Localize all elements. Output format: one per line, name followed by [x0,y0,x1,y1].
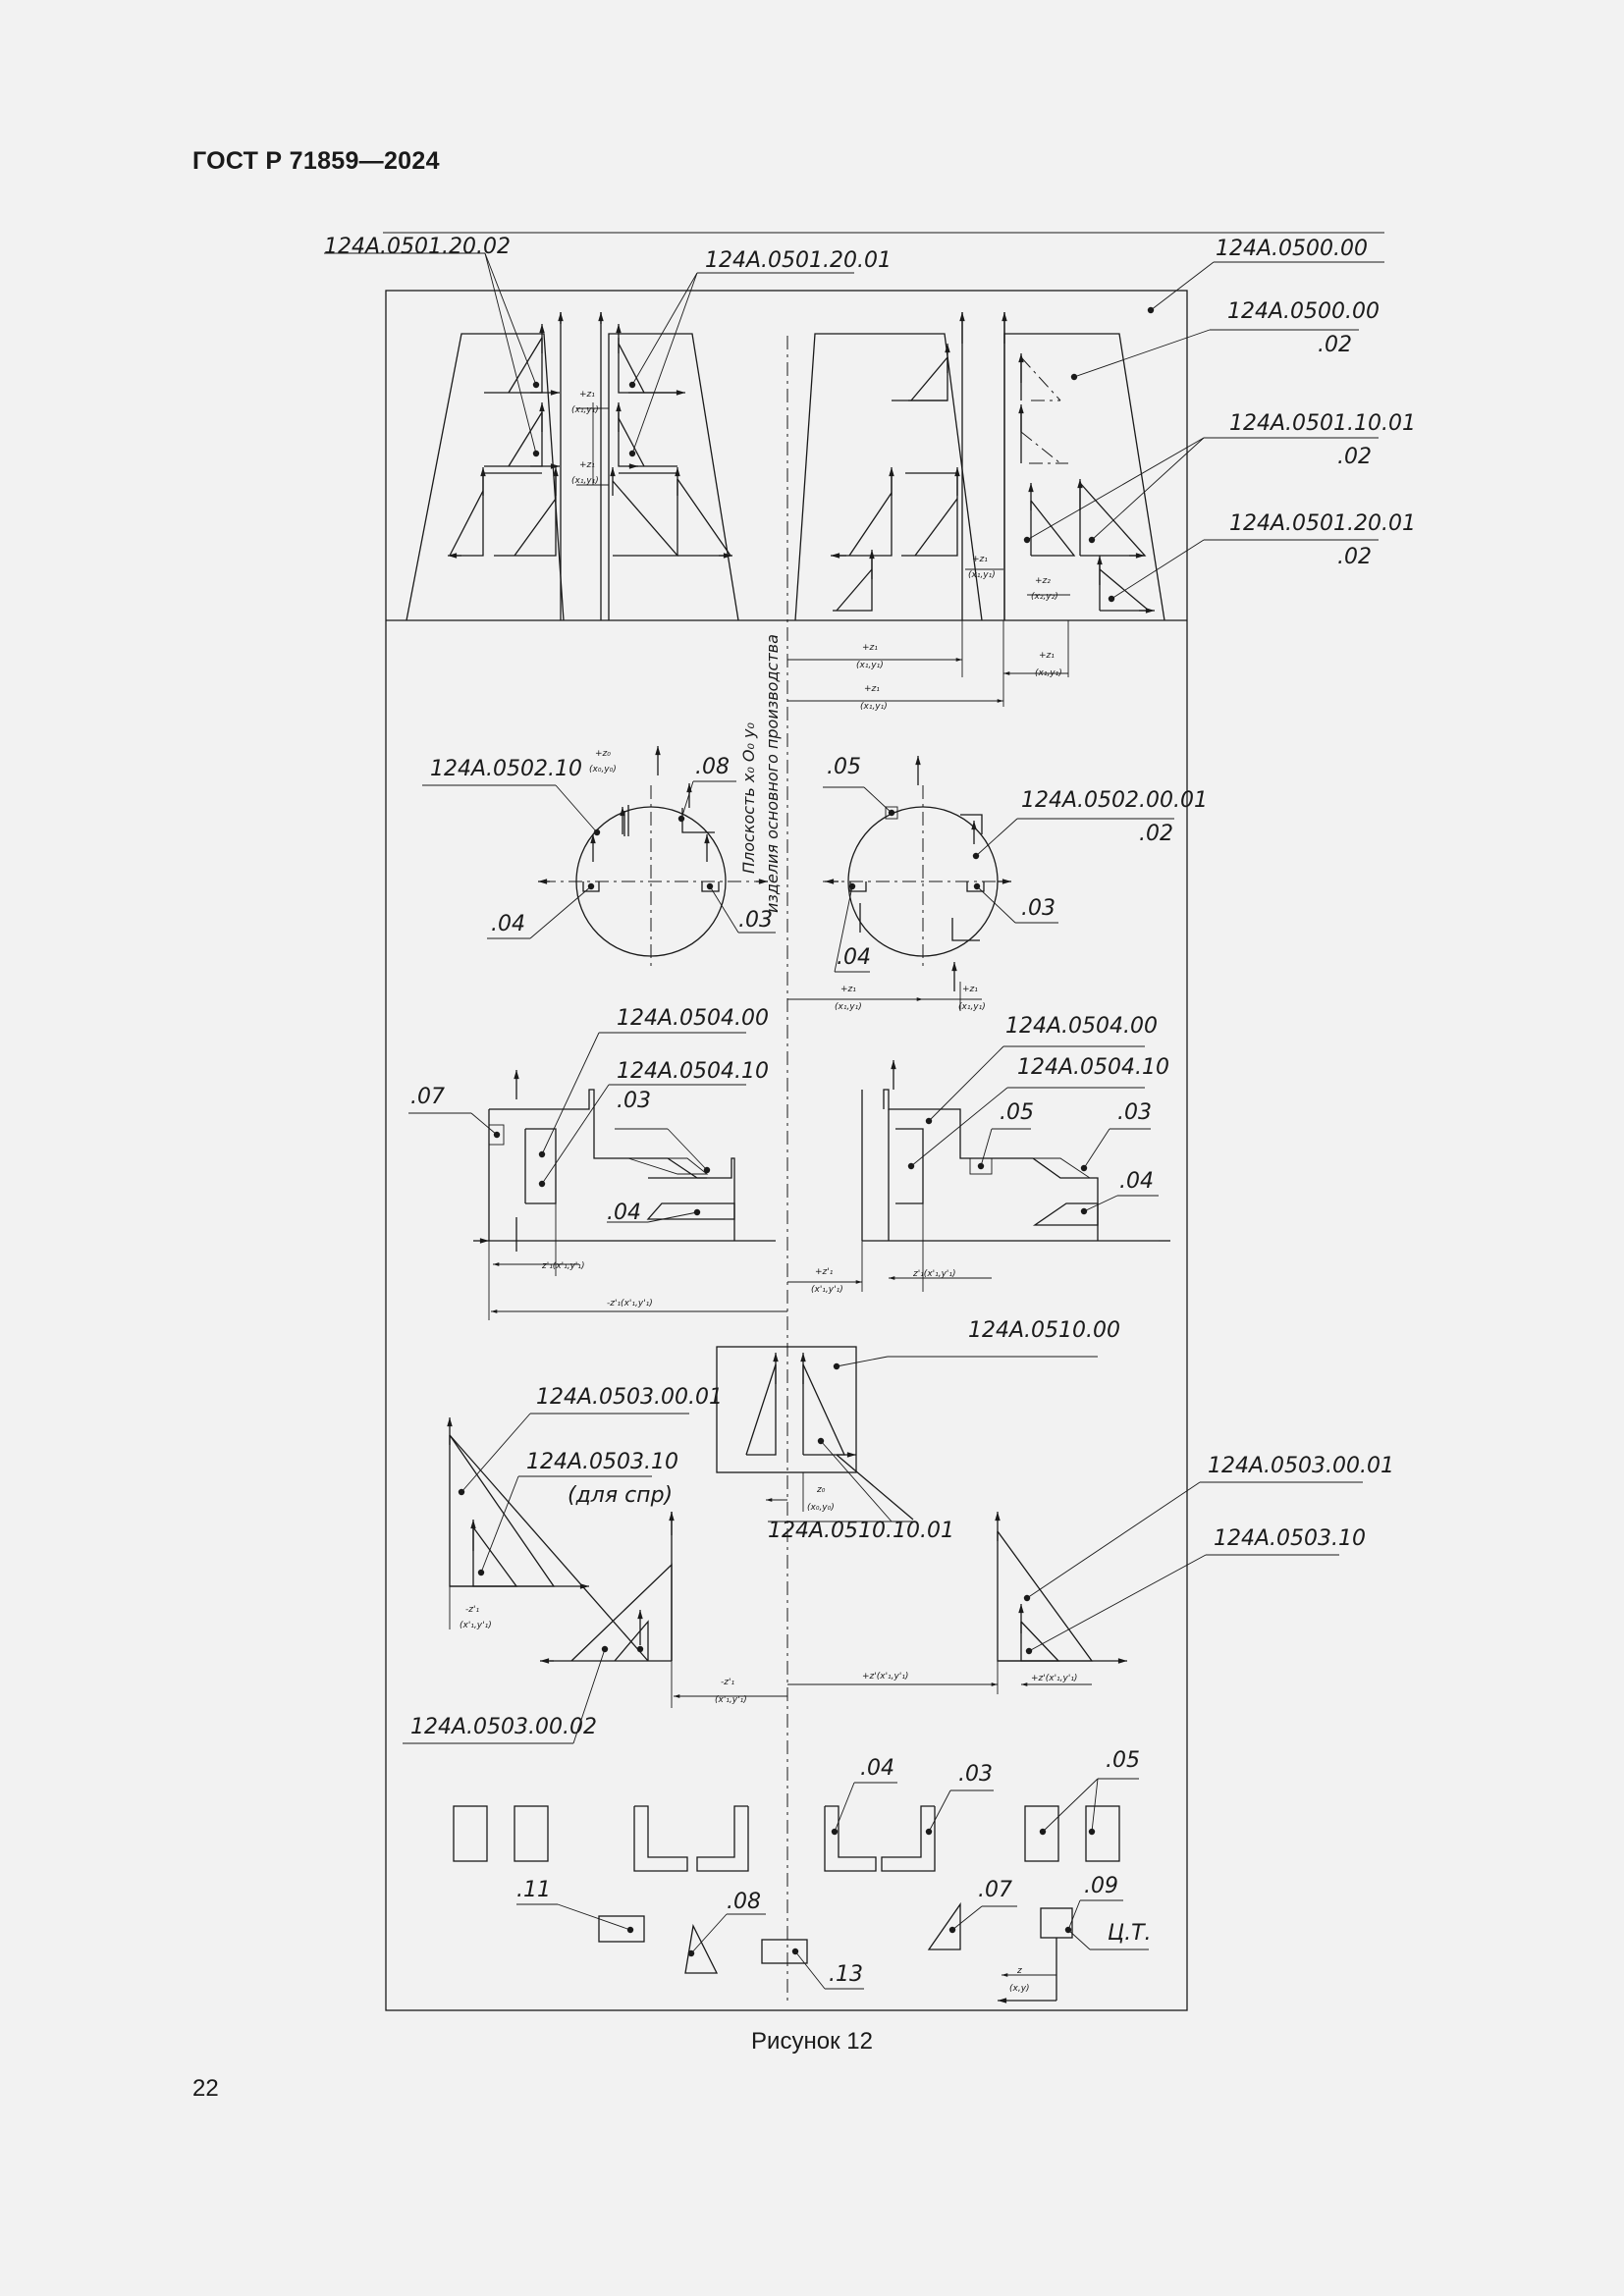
label-05-mid: .05 [1000,1100,1034,1125]
dim-04a: +z₂ [1035,576,1051,586]
label-0503-10-right: 124А.0503.10 [1214,1526,1367,1551]
dim-02a: +z₁ [579,460,595,470]
dim-06b: (x₁,y₁) [1035,668,1062,678]
dim-15a: z₀ [817,1485,826,1495]
label-0501-10-01-02: .02 [1337,445,1372,469]
dim-10a: +z₁ [962,985,978,994]
dim-03b: (x₁,y₁) [968,570,996,580]
label-03-right: .03 [1021,896,1056,921]
label-07-mid: .07 [410,1085,445,1109]
dim-16a: -z'₁ [465,1605,480,1615]
label-0504-10-right: 124А.0504.10 [1017,1055,1170,1080]
dim-14: z'₁(x'₁,y'₁) [913,1269,956,1279]
label-0500-00-b: 124А.0500.00 [1227,299,1380,324]
label-0500-00: 124А.0500.00 [1216,237,1369,261]
label-0503-00-02: 124А.0503.00.02 [410,1715,597,1739]
hopper-left [324,253,854,620]
dim-01a: +z₁ [579,390,595,400]
label-0503-10-left: 124А.0503.10 [526,1450,679,1474]
label-0502-10: 124А.0502.10 [430,757,583,781]
page-number: 22 [192,2075,219,2102]
label-05-bottom: .05 [1106,1748,1140,1773]
label-11: .11 [516,1878,551,1902]
document-header: ГОСТ Р 71859—2024 [192,147,440,175]
figure-caption: Рисунок 12 [751,2028,873,2055]
dim-05b: (x₁,y₁) [856,661,884,670]
label-07-bottom: .07 [978,1878,1012,1902]
dim-19: +z'(x'₁,y'₁) [1031,1674,1078,1683]
dim-16b: (x'₁,y'₁) [460,1621,492,1630]
dim-05a: +z₁ [862,643,878,653]
label-0501-20-01: 124А.0501.20.01 [705,248,892,273]
dim-17b: (x'₁,y'₁) [715,1695,747,1705]
label-03-mid: .03 [617,1089,651,1113]
dim-08b: (x₀,y₀) [589,765,617,774]
label-0501-20-01-b: 124А.0501.20.01 [1229,511,1416,536]
small-parts [454,1779,1149,2001]
label-0503-00-01-left: 124А.0503.00.01 [536,1385,723,1410]
dim-20a: z [1017,1966,1022,1976]
dimension-annotations [460,390,1077,1994]
label-04-mid: .04 [607,1201,641,1225]
dim-20b: (x,y) [1009,1984,1030,1994]
part-0510 [717,1347,1098,1522]
dim-18: +z'(x'₁,y'₁) [862,1672,909,1682]
dim-13b: (x'₁,y'₁) [811,1285,843,1295]
label-05: .05 [827,755,861,779]
label-0510-00: 124А.0510.00 [968,1318,1121,1343]
label-04-left: .04 [491,912,525,936]
label-0501-10-01: 124А.0501.10.01 [1229,411,1416,436]
label-center-of-gravity: Ц.Т. [1108,1921,1152,1946]
label-04-mid-right: .04 [1119,1169,1154,1194]
callout-labels [324,235,1416,1987]
dim-04b: (x₂,y₂) [1031,592,1058,602]
label-for-spr: (для спр) [568,1483,674,1508]
label-0502-00-01: 124А.0502.00.01 [1021,788,1208,813]
dim-17a: -z'₁ [721,1678,735,1687]
label-0503-00-01-right: 124А.0503.00.01 [1208,1454,1394,1478]
label-0501-20-02: 124А.0501.20.02 [324,235,511,259]
label-04-bottom: .04 [860,1756,894,1781]
dim-13a: +z'₁ [815,1267,834,1277]
label-13: .13 [829,1962,863,1987]
dim-07b: (x₁,y₁) [860,702,888,712]
label-03-bottom: .03 [958,1762,993,1787]
dim-15b: (x₀,y₀) [807,1503,835,1513]
dim-10b: (x₁,y₁) [958,1002,986,1012]
dim-09a: +z₁ [840,985,856,994]
label-0504-10-left: 124А.0504.10 [617,1059,770,1084]
plane-label-line1: Плоскость x₀ O₀ y₀ [739,722,758,874]
dim-09b: (x₁,y₁) [835,1002,862,1012]
dim-12: -z'₁(x'₁,y'₁) [607,1299,653,1308]
label-09: .09 [1084,1874,1118,1898]
label-04-right: .04 [837,945,871,970]
dim-03a: +z₁ [972,555,988,564]
plane-label-line2: изделия основного производства [763,634,782,913]
plane-label [739,634,782,913]
dim-11: z'₁(x'₁,y'₁) [542,1261,585,1271]
label-0501-20-01-02: .02 [1337,545,1372,569]
dim-01b: (x₁,y₁) [571,405,599,415]
label-03-mid-right: .03 [1117,1100,1152,1125]
label-0504-00-right: 124А.0504.00 [1005,1014,1159,1039]
dim-07a: +z₁ [864,684,880,694]
dimension-lines-top [576,402,1070,707]
stepped-part-right [787,1046,1170,1292]
dim-02b: (x₁,y₁) [571,476,599,486]
label-08-bottom: .08 [727,1890,761,1914]
label-08: .08 [695,755,730,779]
label-0502-00-01-02: .02 [1139,822,1173,846]
label-0510-10-01: 124А.0510.10.01 [768,1519,954,1543]
corner-parts-right [787,1482,1363,1694]
label-03-left: .03 [738,908,773,933]
dim-06a: +z₁ [1039,651,1055,661]
label-0500-00-02: .02 [1318,333,1352,357]
dim-08a: +z₀ [595,749,611,759]
label-0504-00-left: 124А.0504.00 [617,1006,770,1031]
